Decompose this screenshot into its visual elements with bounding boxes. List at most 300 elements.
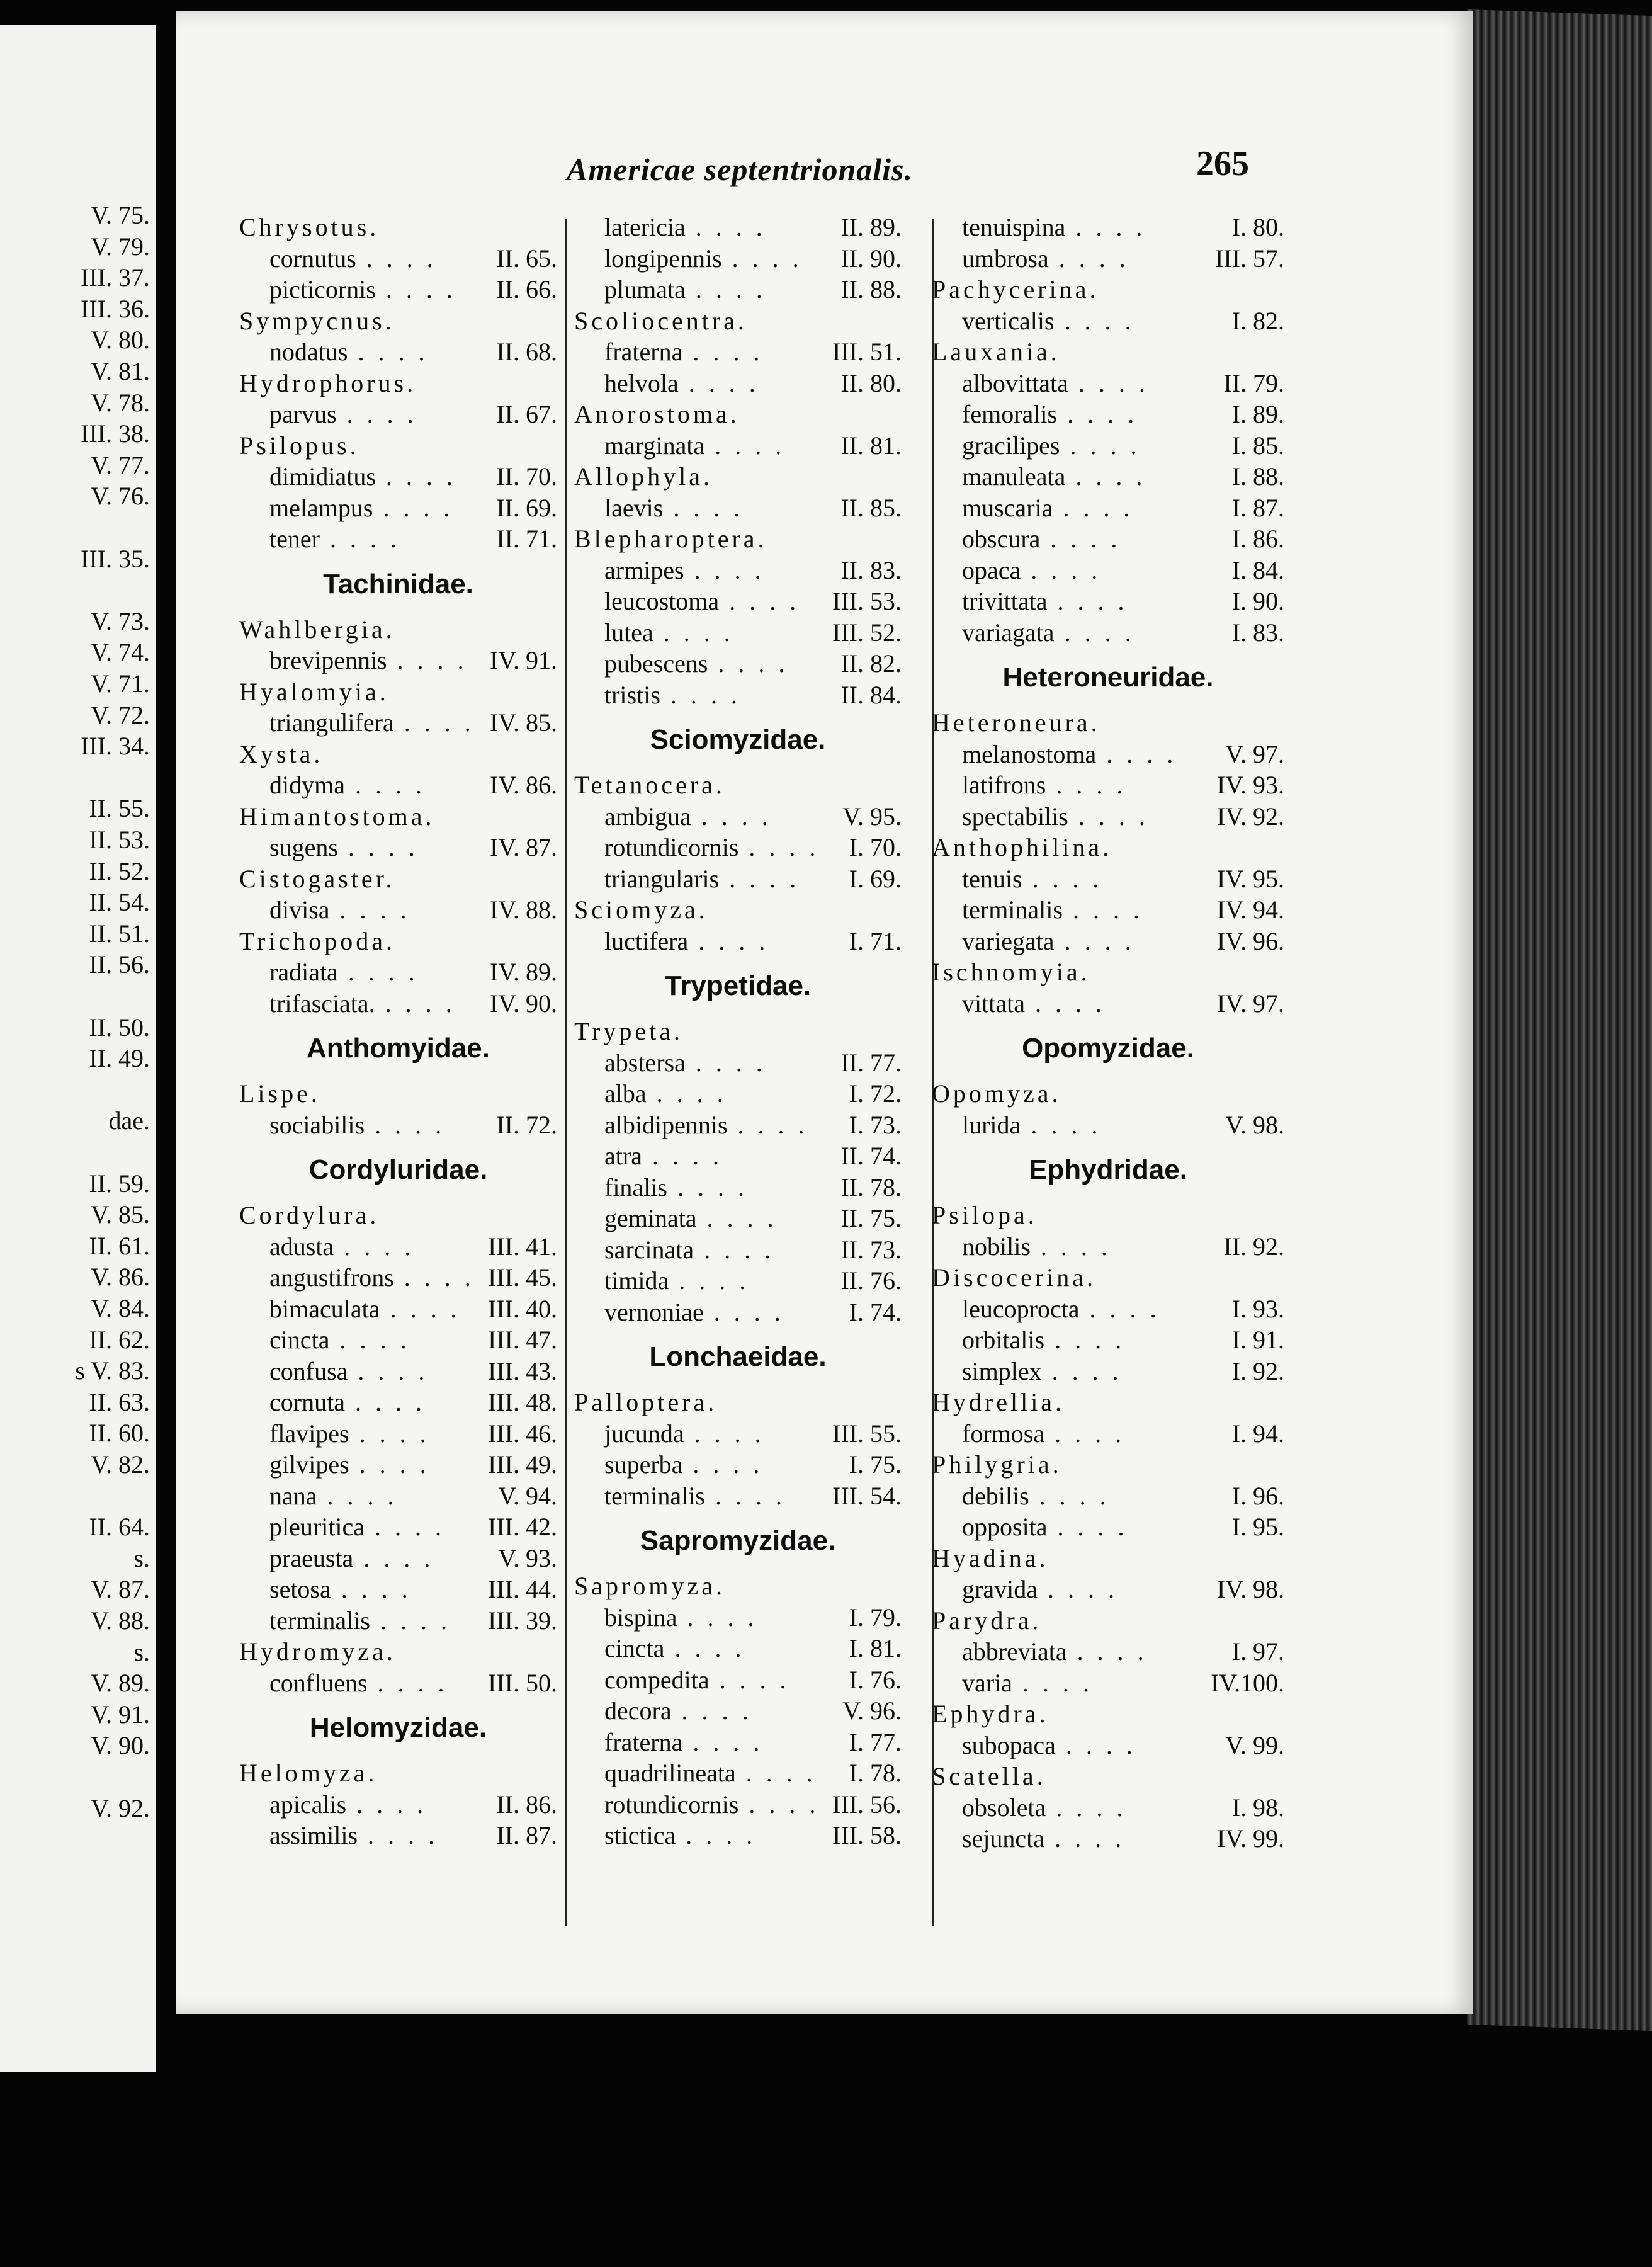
- species-entry: [932, 894, 1284, 926]
- volume-page-reference: II. 76.: [840, 1266, 902, 1295]
- species-entry: [239, 1324, 557, 1356]
- species-entry: [239, 492, 557, 524]
- family-heading: Opomyzidae.: [1022, 1033, 1194, 1064]
- leader-dots: . . . .: [375, 989, 456, 1018]
- species-entry: [574, 1110, 902, 1141]
- volume-page-reference: I. 84.: [1231, 555, 1284, 584]
- leader-dots: . . . .: [691, 802, 772, 831]
- leader-dots: . . . .: [704, 1481, 786, 1510]
- genus-name: Trichopoda.: [239, 926, 395, 955]
- species-name: opaca: [962, 555, 1021, 584]
- leader-dots: . . . .: [719, 864, 800, 893]
- species-entry: [932, 988, 1284, 1020]
- species-entry: [239, 957, 557, 988]
- species-entry: [932, 586, 1284, 617]
- volume-page-reference: III. 48.: [488, 1388, 557, 1416]
- species-name: triangulifera: [269, 708, 394, 737]
- left-page-reference: V. 86.: [91, 1263, 150, 1292]
- genus-name: Heteroneura.: [932, 708, 1100, 737]
- leader-dots: . . . .: [735, 1759, 817, 1787]
- volume-page-reference: V. 93.: [498, 1543, 557, 1572]
- left-page-reference: III. 35.: [81, 544, 150, 573]
- volume-page-reference: I. 86.: [1231, 525, 1284, 553]
- species-name: latericia: [604, 213, 686, 241]
- volume-page-reference: I. 75.: [849, 1450, 902, 1479]
- leader-dots: . . . .: [337, 958, 419, 986]
- left-page-fragment: [0, 25, 156, 2072]
- volume-page-reference: II. 71.: [496, 525, 557, 553]
- species-name: opposita: [962, 1513, 1048, 1541]
- left-page-reference: s.: [133, 1543, 150, 1572]
- species-entry: [574, 1449, 902, 1480]
- volume-page-reference: I. 90.: [1231, 587, 1284, 615]
- volume-page-reference: I. 96.: [1231, 1481, 1284, 1510]
- species-name: obsoleta: [962, 1793, 1046, 1822]
- volume-page-reference: II. 84.: [840, 680, 902, 709]
- volume-page-reference: II. 89.: [840, 213, 902, 241]
- species-name: picticornis: [269, 275, 376, 304]
- leader-dots: . . . .: [727, 1110, 808, 1139]
- species-name: orbitalis: [962, 1326, 1045, 1354]
- volume-page-reference: II. 67.: [496, 400, 557, 428]
- volume-page-reference: II. 68.: [496, 338, 557, 366]
- volume-page-reference: V. 98.: [1225, 1110, 1284, 1139]
- volume-page-reference: I. 87.: [1231, 493, 1284, 522]
- genus-name: Discocerina.: [932, 1263, 1097, 1292]
- species-name: rotundicornis: [604, 1790, 739, 1819]
- species-entry: [574, 863, 902, 895]
- species-entry: [239, 832, 557, 863]
- genus-name: Sympycnus.: [239, 306, 395, 335]
- leader-dots: . . . .: [664, 1634, 745, 1662]
- volume-page-reference: III. 47.: [488, 1326, 557, 1354]
- species-name: adusta: [269, 1232, 334, 1261]
- species-entry: [574, 617, 902, 649]
- volume-page-reference: III. 51.: [832, 338, 902, 366]
- page-edges: [1467, 9, 1652, 2031]
- family-heading: Anthomyidae.: [307, 1033, 490, 1064]
- species-entry: [239, 1449, 557, 1480]
- volume-page-reference: II. 92.: [1223, 1232, 1284, 1261]
- species-name: nobilis: [962, 1232, 1031, 1261]
- leader-dots: . . . .: [667, 1173, 748, 1202]
- volume-page-reference: II. 77.: [840, 1048, 902, 1077]
- species-name: varia: [962, 1668, 1012, 1697]
- volume-page-reference: IV. 86.: [489, 771, 557, 799]
- species-name: assimilis: [269, 1821, 358, 1849]
- left-page-reference: II. 51.: [89, 919, 150, 948]
- species-entry: [574, 1047, 902, 1079]
- species-name: sociabilis: [269, 1110, 365, 1139]
- leader-dots: . . . .: [704, 431, 786, 460]
- species-entry: [932, 801, 1284, 832]
- species-name: terminalis: [962, 895, 1063, 924]
- volume-page-reference: II. 78.: [840, 1173, 902, 1202]
- leader-dots: . . . .: [380, 1294, 461, 1323]
- left-page-reference: V. 91.: [91, 1700, 150, 1729]
- left-page-reference: II. 62.: [89, 1325, 150, 1354]
- species-name: stictica: [604, 1821, 676, 1849]
- volume-page-reference: III. 39.: [488, 1606, 557, 1635]
- species-name: flavipes: [269, 1419, 349, 1448]
- species-name: tenuispina: [962, 213, 1066, 241]
- volume-page-reference: III. 57.: [1215, 244, 1284, 273]
- leader-dots: . . . .: [331, 1575, 412, 1603]
- leader-dots: . . . .: [685, 1048, 766, 1077]
- species-name: confluens: [269, 1668, 368, 1697]
- species-name: gravida: [962, 1575, 1038, 1603]
- genus-name: Psilopus.: [239, 431, 359, 460]
- volume-page-reference: IV. 94.: [1216, 895, 1284, 924]
- genus-name: Tetanocera.: [574, 771, 725, 799]
- species-name: trifasciata.: [269, 989, 375, 1018]
- species-entry: [239, 274, 557, 305]
- leader-dots: . . . .: [1046, 1793, 1127, 1822]
- species-entry: [574, 832, 902, 863]
- leader-dots: . . . .: [682, 1727, 764, 1756]
- species-entry: [932, 739, 1284, 770]
- leader-dots: . . . .: [642, 1142, 723, 1170]
- left-page-reference: II. 49.: [89, 1044, 150, 1073]
- species-entry: [574, 679, 902, 711]
- species-entry: [239, 1543, 557, 1574]
- leader-dots: . . . .: [1037, 1575, 1118, 1603]
- leader-dots: . . . .: [367, 1668, 448, 1697]
- species-name: fraterna: [604, 338, 683, 366]
- left-page-reference: V. 82.: [91, 1450, 150, 1479]
- volume-page-reference: I. 77.: [849, 1727, 902, 1756]
- leader-dots: . . . .: [1062, 895, 1143, 924]
- species-name: lurida: [962, 1110, 1021, 1139]
- left-page-reference: dae.: [108, 1106, 150, 1135]
- species-entry: [239, 1110, 557, 1141]
- volume-page-reference: IV. 96.: [1216, 926, 1284, 955]
- species-entry: [932, 863, 1284, 895]
- leader-dots: . . . .: [1021, 555, 1102, 584]
- leader-dots: . . . .: [393, 1263, 475, 1292]
- species-name: cincta: [269, 1326, 330, 1354]
- leader-dots: . . . .: [1054, 306, 1135, 335]
- leader-dots: . . . .: [685, 213, 766, 241]
- species-name: compedita: [604, 1665, 710, 1694]
- species-name: longipennis: [604, 244, 722, 273]
- species-name: quadrilineata: [604, 1759, 736, 1787]
- species-entry: [932, 770, 1284, 801]
- species-entry: [932, 1668, 1284, 1699]
- species-entry: [574, 212, 902, 243]
- volume-page-reference: II. 90.: [840, 244, 902, 273]
- species-entry: [932, 1823, 1284, 1855]
- species-entry: [574, 274, 902, 305]
- left-page-reference: II. 56.: [89, 950, 150, 979]
- left-page-reference: V. 80.: [91, 326, 150, 355]
- species-name: sejuncta: [962, 1824, 1045, 1853]
- genus-name: Scoliocentra.: [574, 306, 747, 335]
- volume-page-reference: I. 98.: [1231, 1793, 1284, 1822]
- volume-page-reference: I. 74.: [849, 1297, 902, 1326]
- species-entry: [932, 1231, 1284, 1263]
- left-page-reference: III. 34.: [81, 732, 150, 761]
- volume-page-reference: II. 80.: [840, 368, 902, 397]
- volume-page-reference: I. 89.: [1231, 400, 1284, 428]
- species-entry: [574, 586, 902, 617]
- index-column-1: [239, 212, 557, 1851]
- species-name: radiata: [269, 958, 338, 986]
- volume-page-reference: IV. 91.: [489, 646, 557, 674]
- volume-page-reference: III. 41.: [488, 1232, 557, 1261]
- volume-page-reference: IV. 85.: [489, 708, 557, 737]
- species-name: atra: [604, 1142, 642, 1170]
- index-column-2: [574, 212, 902, 1851]
- genus-name: Anorostoma.: [574, 400, 740, 428]
- leader-dots: . . . .: [709, 1665, 790, 1694]
- species-name: terminalis: [269, 1606, 370, 1635]
- left-page-reference: V. 88.: [91, 1606, 150, 1635]
- species-name: simplex: [962, 1356, 1042, 1385]
- leader-dots: . . . .: [1044, 1824, 1126, 1853]
- species-name: formosa: [962, 1419, 1045, 1448]
- volume-page-reference: IV. 95.: [1216, 864, 1284, 893]
- leader-dots: . . . .: [660, 680, 741, 709]
- genus-name: Scatella.: [932, 1762, 1046, 1790]
- volume-page-reference: III. 42.: [488, 1513, 557, 1541]
- species-entry: [574, 801, 902, 832]
- volume-page-reference: IV. 90.: [489, 989, 557, 1018]
- left-page-reference: V. 75.: [91, 201, 150, 229]
- species-name: triangularis: [604, 864, 720, 893]
- species-name: plumata: [604, 275, 686, 304]
- species-entry: [574, 1758, 902, 1789]
- volume-page-reference: III. 46.: [488, 1419, 557, 1448]
- leader-dots: . . . .: [671, 1696, 752, 1725]
- species-name: nana: [269, 1481, 317, 1510]
- volume-page-reference: III. 54.: [832, 1481, 902, 1510]
- leader-dots: . . . .: [1040, 525, 1121, 553]
- family-heading: Heteroneuridae.: [1002, 662, 1214, 693]
- species-name: armipes: [604, 555, 684, 584]
- species-entry: [239, 399, 557, 430]
- leader-dots: . . . .: [663, 493, 744, 522]
- leader-dots: . . . .: [677, 1603, 758, 1632]
- species-entry: [932, 1324, 1284, 1356]
- left-page-reference: V. 89.: [91, 1669, 150, 1698]
- left-page-reference: II. 55.: [89, 794, 150, 823]
- volume-page-reference: V. 99.: [1225, 1730, 1284, 1759]
- volume-page-reference: IV. 99.: [1216, 1824, 1284, 1853]
- volume-page-reference: III. 43.: [488, 1356, 557, 1385]
- species-name: leucoprocta: [962, 1294, 1080, 1323]
- volume-page-reference: III. 52.: [832, 618, 902, 647]
- species-entry: [932, 617, 1284, 649]
- volume-page-reference: III. 45.: [488, 1263, 557, 1292]
- leader-dots: . . . .: [1012, 1668, 1093, 1697]
- species-name: lutea: [604, 618, 653, 647]
- species-entry: [239, 894, 557, 926]
- species-entry: [239, 1605, 557, 1637]
- leader-dots: . . . .: [344, 771, 426, 799]
- genus-name: Pachycerina.: [932, 275, 1099, 304]
- species-name: cincta: [604, 1634, 665, 1662]
- species-entry: [239, 243, 557, 275]
- leader-dots: . . . .: [682, 338, 764, 366]
- species-entry: [574, 926, 902, 957]
- leader-dots: . . . .: [1029, 1481, 1110, 1510]
- index-column-3: [932, 212, 1284, 1855]
- column-rule-1: [565, 219, 567, 1926]
- leader-dots: . . . .: [337, 833, 419, 861]
- leader-dots: . . . .: [684, 555, 765, 584]
- leader-dots: . . . .: [1046, 771, 1127, 799]
- species-name: geminata: [604, 1204, 697, 1232]
- left-page-reference: V. 85.: [91, 1200, 150, 1229]
- species-entry: [574, 1664, 902, 1696]
- genus-name: Hydrophorus.: [239, 368, 417, 397]
- species-entry: [932, 1511, 1284, 1543]
- species-name: terminalis: [604, 1481, 705, 1510]
- volume-page-reference: I. 79.: [849, 1603, 902, 1632]
- species-name: didyma: [269, 771, 345, 799]
- species-name: melanostoma: [962, 739, 1097, 768]
- volume-page-reference: III. 56.: [832, 1790, 902, 1819]
- leader-dots: . . . .: [1041, 1356, 1123, 1385]
- leader-dots: . . . .: [393, 708, 475, 737]
- species-entry: [574, 1234, 902, 1266]
- species-name: sugens: [269, 833, 338, 861]
- genus-name: Parydra.: [932, 1606, 1042, 1635]
- leader-dots: . . . .: [684, 1419, 765, 1448]
- left-page-reference: II. 64.: [89, 1513, 150, 1542]
- volume-page-reference: I. 72.: [849, 1079, 902, 1108]
- leader-dots: . . . .: [329, 895, 410, 924]
- species-entry: [932, 926, 1284, 957]
- species-name: rotundicornis: [604, 833, 739, 861]
- leader-dots: . . . .: [682, 1450, 764, 1479]
- leader-dots: . . . .: [1060, 431, 1141, 460]
- left-page-reference: II. 59.: [89, 1169, 150, 1198]
- volume-page-reference: I. 76.: [849, 1665, 902, 1694]
- left-page-reference: V. 90.: [91, 1731, 150, 1760]
- species-name: debilis: [962, 1481, 1029, 1510]
- species-name: manuleata: [962, 462, 1066, 491]
- genus-name: Lauxania.: [932, 338, 1060, 366]
- species-entry: [574, 1695, 902, 1727]
- volume-page-reference: I. 80.: [1231, 213, 1284, 241]
- genus-name: Helomyza.: [239, 1759, 378, 1787]
- species-entry: [239, 707, 557, 739]
- volume-page-reference: II. 66.: [496, 275, 557, 304]
- species-entry: [574, 1727, 902, 1758]
- species-name: cornuta: [269, 1388, 345, 1416]
- species-name: pubescens: [604, 649, 708, 678]
- leader-dots: . . . .: [317, 1481, 398, 1510]
- species-name: luctifera: [604, 926, 689, 955]
- leader-dots: . . . .: [353, 1543, 434, 1572]
- volume-page-reference: I. 78.: [849, 1759, 902, 1787]
- species-name: pleuritica: [269, 1513, 365, 1541]
- species-name: angustifrons: [269, 1263, 394, 1292]
- species-entry: [239, 1293, 557, 1325]
- species-name: cornutus: [269, 244, 356, 273]
- volume-page-reference: I. 94.: [1231, 1419, 1284, 1448]
- species-name: albidipennis: [604, 1110, 728, 1139]
- leader-dots: . . . .: [1055, 1730, 1136, 1759]
- species-entry: [239, 988, 557, 1020]
- volume-page-reference: III. 53.: [832, 587, 902, 615]
- species-entry: [932, 1110, 1284, 1141]
- species-name: divisa: [269, 895, 330, 924]
- volume-page-reference: V. 96.: [842, 1696, 902, 1725]
- species-entry: [574, 336, 902, 368]
- leader-dots: . . . .: [1054, 926, 1135, 955]
- leader-dots: . . . .: [696, 1204, 778, 1232]
- species-entry: [574, 243, 902, 275]
- species-name: marginata: [604, 431, 705, 460]
- volume-page-reference: III. 49.: [488, 1450, 557, 1479]
- volume-page-reference: I. 85.: [1231, 431, 1284, 460]
- leader-dots: . . . .: [349, 1419, 430, 1448]
- left-page-reference: V. 84.: [91, 1294, 150, 1322]
- species-name: bimaculata: [269, 1294, 380, 1323]
- species-entry: [239, 1387, 557, 1418]
- volume-page-reference: I. 82.: [1231, 306, 1284, 335]
- leader-dots: . . . .: [1047, 587, 1128, 615]
- species-entry: [574, 1297, 902, 1328]
- genus-name: Allophyla.: [574, 462, 713, 491]
- leader-dots: . . . .: [688, 926, 769, 955]
- species-name: dimidiatus: [269, 462, 376, 491]
- genus-name: Hydromyza.: [239, 1637, 396, 1666]
- leader-dots: . . . .: [375, 275, 456, 304]
- volume-page-reference: II. 69.: [496, 493, 557, 522]
- volume-page-reference: V. 95.: [842, 802, 902, 831]
- volume-page-reference: I. 70.: [849, 833, 902, 861]
- species-name: tristis: [604, 680, 660, 709]
- volume-page-reference: I. 97.: [1231, 1637, 1284, 1666]
- book-page: [176, 11, 1473, 2014]
- family-heading: Ephydridae.: [1029, 1154, 1187, 1185]
- leader-dots: . . . .: [1024, 989, 1106, 1018]
- volume-page-reference: I. 83.: [1231, 618, 1284, 647]
- species-name: jucunda: [604, 1419, 684, 1448]
- left-page-reference: V. 71.: [91, 669, 150, 698]
- species-entry: [239, 1511, 557, 1543]
- species-entry: [574, 1789, 902, 1821]
- left-page-reference: III. 37.: [81, 263, 150, 292]
- species-entry: [239, 1356, 557, 1387]
- genus-name: Chrysotus.: [239, 213, 380, 241]
- leader-dots: . . . .: [1068, 368, 1149, 397]
- volume-page-reference: II. 82.: [840, 649, 902, 678]
- leader-dots: . . . .: [738, 833, 820, 861]
- left-page-reference: V. 73.: [91, 606, 150, 635]
- species-entry: [574, 555, 902, 586]
- family-heading: Trypetidae.: [664, 970, 812, 1001]
- species-name: muscaria: [962, 493, 1053, 522]
- volume-page-reference: III. 40.: [488, 1294, 557, 1323]
- family-heading: Helomyzidae.: [309, 1712, 487, 1743]
- species-entry: [239, 1480, 557, 1512]
- species-name: decora: [604, 1696, 672, 1725]
- species-name: apicalis: [269, 1790, 347, 1819]
- leader-dots: . . . .: [1065, 462, 1146, 491]
- volume-page-reference: I. 81.: [849, 1634, 902, 1662]
- leader-dots: . . . .: [1054, 618, 1135, 647]
- species-name: vittata: [962, 989, 1025, 1018]
- leader-dots: . . . .: [348, 338, 429, 366]
- species-entry: [574, 1172, 902, 1203]
- left-page-reference: II. 61.: [89, 1231, 150, 1260]
- volume-page-reference: IV. 89.: [489, 958, 557, 986]
